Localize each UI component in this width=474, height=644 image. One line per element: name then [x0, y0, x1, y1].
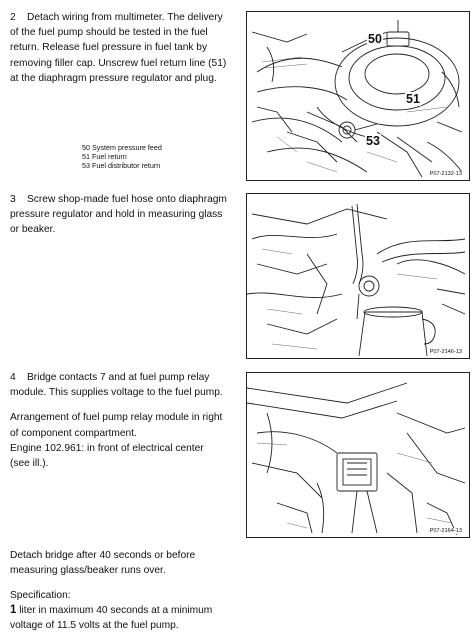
step-4-line: Arrangement of fuel pump relay module in right: [10, 412, 223, 424]
step-4-line: of component compartment.: [10, 427, 137, 439]
legend-item: 51 Fuel return: [82, 152, 127, 161]
step-2-number: 2: [10, 12, 16, 23]
detach-instructions: [10, 548, 238, 578]
callout-53: 53: [366, 134, 380, 148]
callout-50: 50: [368, 32, 382, 46]
step-2-figure: [246, 11, 470, 181]
step-2-line: return. Release fuel pressure in fuel tank by: [10, 42, 208, 54]
step-3-figure: [246, 193, 470, 359]
step-4-line: Engine 102.961: in front of electrical center: [10, 442, 204, 454]
legend-item: 53 Fuel distributor return: [82, 161, 161, 170]
relay-module-illustration: [247, 373, 469, 537]
step-3-line: or beaker.: [10, 224, 56, 236]
detach-line: measuring glass/beaker runs over.: [10, 565, 166, 577]
step-4-line: module. This supplies voltage to the fuel pump.: [10, 387, 223, 399]
detach-line: Detach bridge after 40 seconds or before: [10, 550, 196, 561]
step-4-line: (see ill.).: [10, 458, 49, 470]
fuel-hose-illustration: [247, 194, 469, 358]
step-4-figure: [246, 372, 470, 538]
spec-line: 1 liter in maximum 40 seconds at a minimum: [10, 604, 213, 617]
figure-code: P07-2146-13: [429, 349, 462, 355]
step-4-line: 4 Bridge contacts 7 and at fuel pump relay: [10, 372, 210, 383]
step-3-line: 3 Screw shop-made fuel hose onto diaphragm: [10, 194, 227, 205]
spec-number: 1: [10, 604, 17, 617]
step-2-text: [10, 10, 238, 86]
step-2-legend: [82, 143, 162, 170]
engine-illustration: [247, 12, 469, 180]
step-2-line: of the fuel pump should be tested in the fuel: [10, 27, 208, 39]
specification: [10, 588, 270, 634]
step-3-line: pressure regulator and hold in measuring glass: [10, 209, 223, 221]
step-2-line: 2 Detach wiring from multimeter. The delivery: [10, 12, 223, 23]
legend-item: 50 System pressure feed: [82, 143, 162, 152]
step-3-number: 3: [10, 194, 16, 205]
step-2-line: removing filler cap. Unscrew fuel return line (51): [10, 57, 227, 69]
step-3-text: [10, 192, 238, 238]
step-2-line: at the diaphragm pressure regulator and plug.: [10, 72, 217, 84]
spec-line: voltage of 11.5 volts at the fuel pump.: [10, 620, 179, 632]
spec-label: Specification:: [10, 590, 71, 601]
callout-51: 51: [406, 92, 420, 106]
spacer: [10, 400, 238, 410]
step-4-number: 4: [10, 372, 16, 383]
step-4-text: [10, 370, 238, 471]
figure-code: P07-2132-13: [429, 171, 462, 177]
figure-code: P07-2164-13: [429, 528, 462, 534]
